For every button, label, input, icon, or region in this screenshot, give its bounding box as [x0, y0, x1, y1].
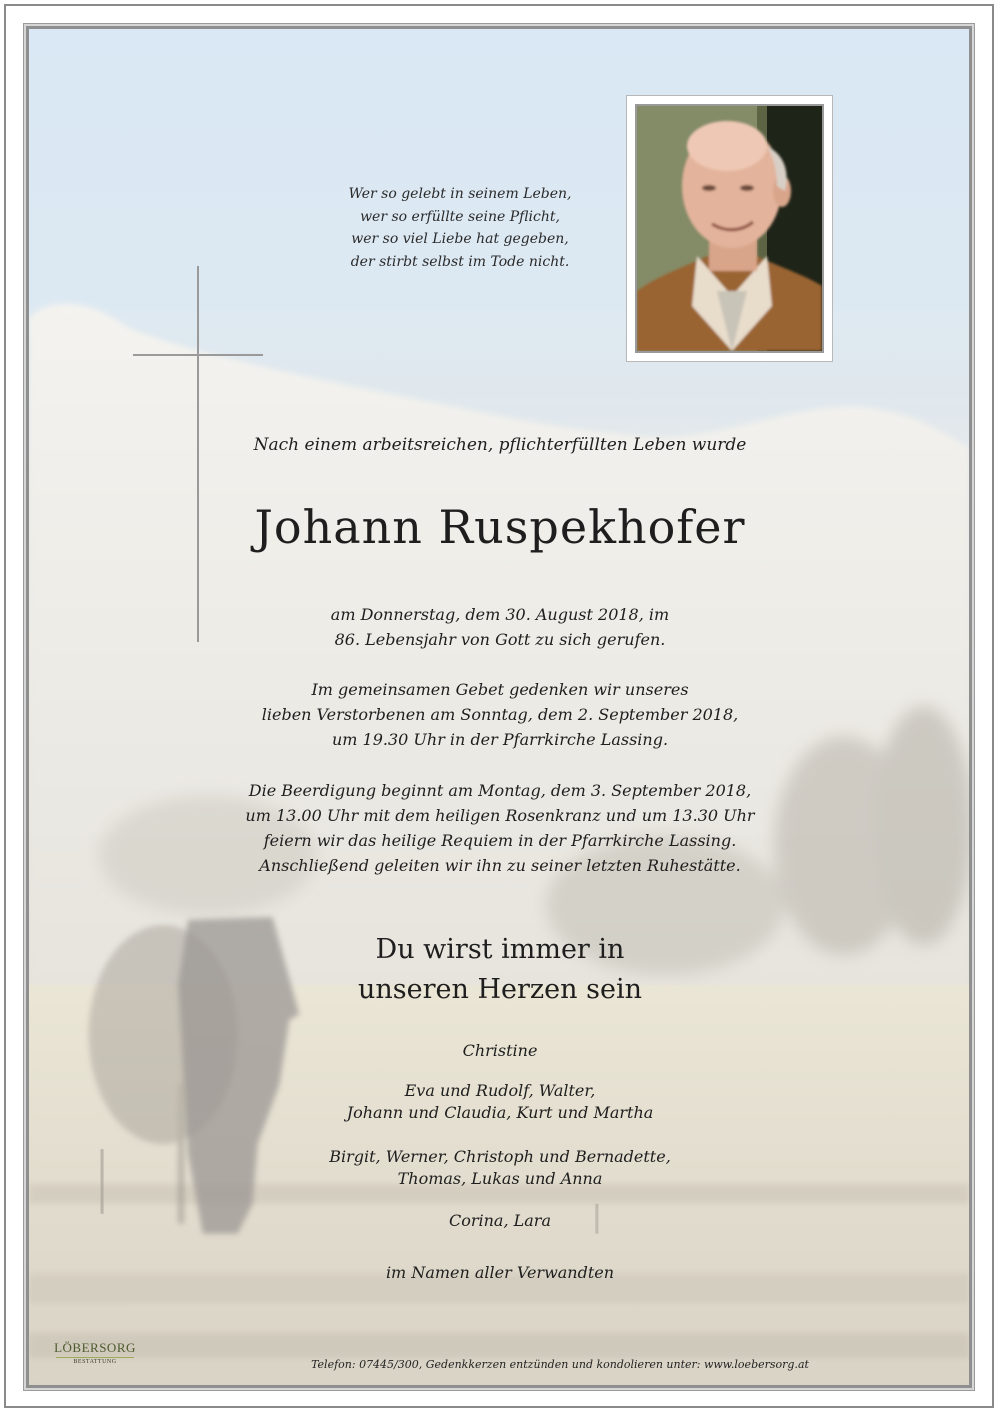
death-notice-line: 86. Lebensjahr von Gott zu sich gerufen. — [334, 630, 666, 649]
funeral-notice-line: feiern wir das heilige Requiem in der Pfarrkirche Lassing. — [263, 831, 737, 850]
mourner-line: Eva und Rudolf, Walter, — [404, 1081, 596, 1100]
cross-icon-horizontal — [133, 354, 263, 356]
logo-name: LÖBERSORG — [54, 1340, 136, 1355]
funeral-notice-line: Die Beerdigung beginnt am Montag, dem 3. September 2018, — [248, 781, 752, 800]
mourner-line: Thomas, Lukas und Anna — [397, 1169, 603, 1188]
prayer-notice-line: lieben Verstorbenen am Sonntag, dem 2. September 2018, — [261, 705, 739, 724]
intro-text: Nach einem arbeitsreichen, pflichterfüllten Leben wurde — [253, 435, 747, 455]
verse-line: Wer so gelebt in seinem Leben, — [348, 186, 572, 202]
deceased-name: Johann Ruspekhofer — [254, 500, 746, 554]
funeral-notice-line: um 13.00 Uhr mit dem heiligen Rosenkranz und um 13.30 Uhr — [245, 806, 755, 825]
mourner-line: Johann und Claudia, Kurt und Martha — [346, 1103, 654, 1122]
death-notice-line: am Donnerstag, dem 30. August 2018, im — [330, 605, 670, 624]
verse-line: wer so erfüllte seine Pflicht, — [360, 208, 560, 225]
motto-line: Du wirst immer in — [375, 934, 625, 965]
verse-line: der stirbt selbst im Tode nicht. — [350, 253, 570, 270]
death-notice — [0, 602, 1000, 652]
prayer-notice-line: Im gemeinsamen Gebet gedenken wir unseres — [311, 680, 689, 699]
prayer-notice-line: um 19.30 Uhr in der Pfarrkirche Lassing. — [331, 730, 669, 749]
mourner-line: Birgit, Werner, Christoph und Bernadette, — [329, 1147, 671, 1166]
portrait-frame — [626, 95, 833, 362]
portrait-image — [637, 106, 822, 351]
mourner-spouse: Christine — [462, 1041, 538, 1060]
portrait-photo — [635, 104, 824, 353]
prayer-notice — [0, 677, 1000, 752]
funeral-notice-line: Anschließend geleiten wir ihn zu seiner letzten Ruhestätte. — [259, 856, 741, 875]
memorial-motto — [0, 930, 1000, 1010]
logo-subtitle: BESTATTUNG — [73, 1359, 117, 1365]
verse-line: wer so viel Liebe hat gegeben, — [351, 231, 569, 247]
memorial-verse — [300, 183, 620, 273]
mourner-relatives: im Namen aller Verwandten — [385, 1263, 615, 1282]
mourner-children — [0, 1080, 1000, 1124]
mourner-grandchildren — [0, 1146, 1000, 1190]
motto-line: unseren Herzen sein — [358, 974, 642, 1005]
funeral-notice — [0, 778, 1000, 878]
footer-contact: Telefon: 07445/300, Gedenkkerzen entzünden und kondolieren unter: www.loebersorg.at — [311, 1358, 809, 1371]
mourner-great-grandchildren: Corina, Lara — [448, 1211, 551, 1230]
